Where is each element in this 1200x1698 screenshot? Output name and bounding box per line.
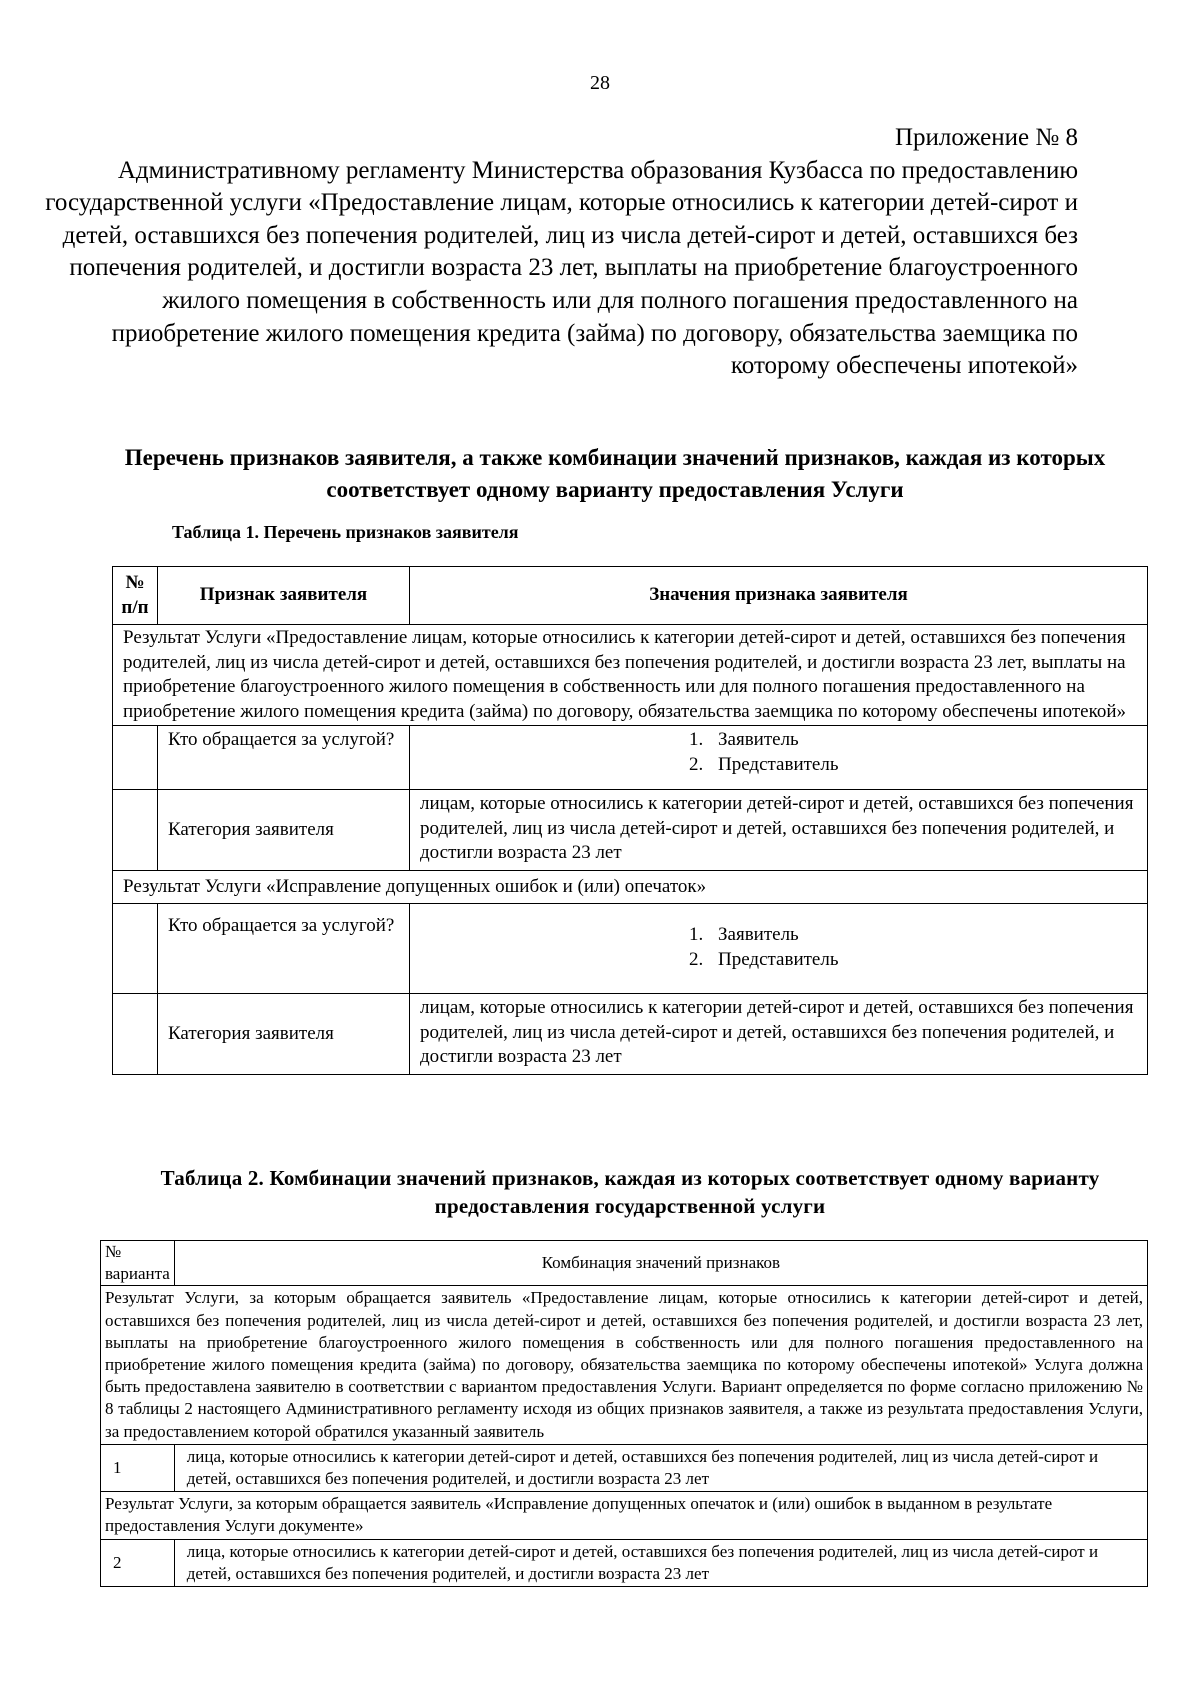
header-feature: Признак заявителя (158, 567, 410, 625)
appendix-title: Приложение № 8 (894, 124, 1078, 151)
section-row (101, 1492, 1148, 1539)
table2-caption: Таблица 2. Комбинации значений признаков, каждая из которых соответствует одному варианту предоставления государственной услуги (160, 1166, 1100, 1218)
section-title: Результат Услуги, за которым обращается заявитель «Предоставление лицам, которые относились к категории детей-сирот и детей, оставшихся без попечения родителей, лиц из числа детей-сирот и детей, оставшихся без попечения родителей, и достигли возраста 23 лет, выплаты на приобретение благоустроенного жилого помещения в собственность или для полного погашения предоставленного на приобретение жилого помещения кредита (займа) по договору, обязательства заемщика по которому обеспечены ипотекой» Услуга должна быть предоставлена заявителю в соответствии с вариантом предоставления Услуги. Вариант определяется по форме согласно приложению № 8 таблицы 2 настоящего Административного регламенту исходя из общих признаков заявителя, а также из результата предоставления Услуги, за предоставлением которой обратился указанный заявитель (101, 1286, 1148, 1444)
section-row (113, 625, 1148, 726)
variant-num: 2 (101, 1539, 175, 1586)
table-row (113, 904, 1148, 994)
table-header-row (101, 1241, 1148, 1286)
table-row (101, 1539, 1148, 1586)
header-combination: Комбинация значений признаков (174, 1241, 1147, 1286)
section-title: Результат Услуги «Исправление допущенных ошибок и (или) опечаток» (113, 870, 1148, 904)
feature-values (410, 904, 1148, 994)
section-title: Результат Услуги «Предоставление лицам, которые относились к категории детей-сирот и детей, оставшихся без попечения родителей, лиц из числа детей-сирот и детей, оставшихся без попечения родителей, и достигли возраста 23 лет, выплаты на приобретение благоустроенного жилого помещения в собственность или для полного погашения предоставленного на приобретение жилого помещения кредита (займа) по договору, обязательства заемщика по которому обеспечены ипотекой» (113, 625, 1148, 726)
row-num (113, 994, 158, 1075)
table-row (101, 1444, 1148, 1491)
feature-name: Категория заявителя (158, 790, 410, 871)
appendix-text: Административному регламенту Министерства образования Кузбасса по предоставлению государственной услуги «Предоставление лицам, которые относились к категории детей-сирот и детей, оставшихся без попечения родителей, лиц из числа детей-сирот и детей, оставшихся без попечения родителей, и достигли возраста 23 лет, выплаты на приобретение благоустроенного жилого помещения в собственность или для полного погашения предоставленного на приобретение жилого помещения кредита (займа) по договору, обязательства заемщика по которому обеспечены ипотекой» (45, 156, 1078, 380)
variant-text: лица, которые относились к категории детей-сирот и детей, оставшихся без попечения родителей, лиц из числа детей-сирот и детей, оставшихся без попечения родителей, и достигли возраста 23 лет (174, 1539, 1147, 1586)
header-num: № п/п (113, 567, 158, 625)
section-row (101, 1286, 1148, 1444)
table-row (113, 790, 1148, 871)
row-num (113, 726, 158, 790)
appendix-header (38, 122, 1078, 383)
row-num (113, 790, 158, 871)
feature-name: Категория заявителя (158, 994, 410, 1075)
list-title: Перечень признаков заявителя, а также комбинации значений признаков, каждая из которых соответствует одному варианту предоставления Услуги (124, 445, 1106, 502)
section-row (113, 870, 1148, 904)
header-variant-num: № варианта (101, 1241, 175, 1286)
variant-text: лица, которые относились к категории детей-сирот и детей, оставшихся без попечения родителей, лиц из числа детей-сирот и детей, оставшихся без попечения родителей, и достигли возраста 23 лет (174, 1444, 1147, 1491)
section-title: Результат Услуги, за которым обращается заявитель «Исправление допущенных опечаток и (или) ошибок в выданном в результате предоставления Услуги документе» (101, 1492, 1148, 1539)
table-row (113, 726, 1148, 790)
feature-value-text: лицам, которые относились к категории детей-сирот и детей, оставшихся без попечения родителей, лиц из числа детей-сирот и детей, оставшихся без попечения родителей, и достигли возраста 23 лет (410, 790, 1148, 871)
applicant-features-table (112, 566, 1148, 1075)
list-item: 2. Представитель (708, 948, 1137, 973)
feature-combinations-table (100, 1240, 1148, 1587)
header-values: Значения признака заявителя (410, 567, 1148, 625)
table-row (113, 994, 1148, 1075)
feature-value-text: лицам, которые относились к категории детей-сирот и детей, оставшихся без попечения родителей, лиц из числа детей-сирот и детей, оставшихся без попечения родителей, и достигли возраста 23 лет (410, 994, 1148, 1075)
list-item: 2. Представитель (708, 753, 1137, 778)
table-header-row (113, 567, 1148, 625)
list-item: 1. Заявитель (708, 728, 1137, 753)
feature-name: Кто обращается за услугой? (158, 904, 410, 994)
feature-values (410, 726, 1148, 790)
feature-name: Кто обращается за услугой? (158, 726, 410, 790)
table1-caption: Таблица 1. Перечень признаков заявителя (172, 522, 519, 542)
row-num (113, 904, 158, 994)
list-item: 1. Заявитель (708, 923, 1137, 948)
variant-num: 1 (101, 1444, 175, 1491)
page-number: 28 (590, 72, 610, 94)
